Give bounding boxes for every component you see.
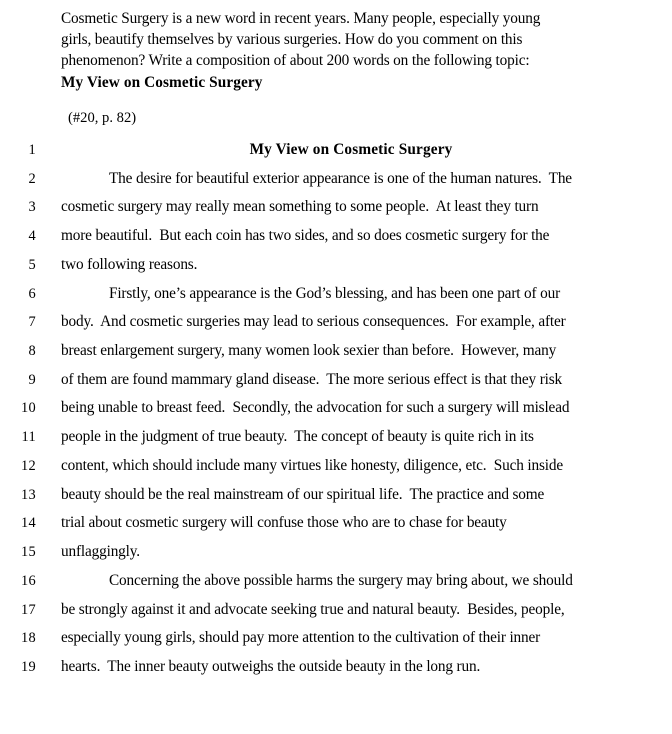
essay-line-text: unflaggingly.	[61, 543, 140, 561]
line-number: 1	[28, 142, 36, 158]
essay-line-text: being unable to breast feed. Secondly, the advocation for such a surgery will mislead	[61, 399, 570, 417]
essay-line-text: more beautiful. But each coin has two sides, and so does cosmetic surgery for the	[61, 227, 550, 245]
doc-line	[0, 569, 672, 598]
line-number: 9	[28, 371, 36, 388]
doc-line	[0, 310, 672, 339]
essay-line-text: of them are found mammary gland disease. The more serious effect is that they risk	[61, 370, 562, 388]
doc-line	[0, 598, 672, 627]
line-number: 7	[28, 314, 36, 331]
reference-citation: (#20, p. 82)	[68, 110, 137, 126]
line-number: 5	[28, 256, 36, 273]
prompt-line-2: girls, beautify themselves by various surgeries. How do you comment on this	[61, 31, 523, 49]
prompt-line-3: phenomenon? Write a composition of about 200 words on the following topic:	[61, 52, 530, 70]
doc-line	[0, 540, 672, 569]
line-number: 11	[21, 429, 36, 446]
doc-line	[0, 655, 672, 684]
essay-line-text: breast enlargement surgery, many women look sexier than before. However, many	[61, 342, 557, 360]
line-number: 15	[21, 544, 36, 561]
line-number: 2	[28, 170, 36, 187]
line-number: 16	[21, 572, 36, 589]
line-number: 18	[21, 630, 36, 647]
line-number: 19	[21, 658, 36, 675]
essay-line-text: be strongly against it and advocate seeking true and natural beauty. Besides, people,	[61, 600, 565, 618]
essay-title: My View on Cosmetic Surgery	[249, 141, 453, 158]
line-number: 8	[28, 343, 36, 360]
essay-line-text: beauty should be the real mainstream of our spiritual life. The practice and some	[61, 485, 545, 503]
essay-line-text: hearts. The inner beauty outweighs the outside beauty in the long run.	[61, 657, 481, 675]
line-number: 6	[28, 285, 36, 302]
doc-line	[0, 454, 672, 483]
prompt-topic-title: My View on Cosmetic Surgery	[61, 73, 263, 91]
prompt-header	[61, 8, 655, 93]
line-number: 10	[21, 400, 36, 417]
essay-line-text: especially young girls, should pay more attention to the cultivation of their inner	[61, 629, 541, 647]
doc-line	[0, 138, 672, 167]
essay-line-text: body. And cosmetic surgeries may lead to serious consequences. For example, after	[61, 313, 566, 331]
doc-line	[0, 195, 672, 224]
essay-line-text: Firstly, one’s appearance is the God’s blessing, and has been one part of our	[109, 284, 561, 302]
essay-line-text: cosmetic surgery may really mean something to some people. At least they turn	[61, 198, 539, 216]
line-number: 13	[21, 486, 36, 503]
doc-line	[0, 626, 672, 655]
doc-line	[0, 339, 672, 368]
doc-line	[0, 224, 672, 253]
doc-line	[0, 253, 672, 282]
line-number: 17	[21, 601, 36, 618]
numbered-essay-body	[0, 138, 672, 684]
doc-line	[0, 396, 672, 425]
doc-line	[0, 167, 672, 196]
essay-line-text: The desire for beautiful exterior appearance is one of the human natures. The	[109, 169, 572, 187]
doc-line	[0, 368, 672, 397]
doc-line	[0, 425, 672, 454]
prompt-line-1: Cosmetic Surgery is a new word in recent years. Many people, especially young	[61, 10, 541, 27]
line-number: 4	[28, 228, 36, 245]
essay-line-text: Concerning the above possible harms the surgery may bring about, we should	[109, 571, 573, 589]
line-number: 14	[21, 515, 36, 532]
line-number: 12	[21, 457, 36, 474]
doc-line	[0, 511, 672, 540]
essay-line-text: content, which should include many virtues like honesty, diligence, etc. Such inside	[61, 456, 563, 474]
essay-line-text: people in the judgment of true beauty. The concept of beauty is quite rich in its	[61, 428, 534, 446]
essay-line-text: two following reasons.	[61, 255, 198, 273]
line-number: 3	[28, 199, 36, 216]
essay-line-text: trial about cosmetic surgery will confuse those who are to chase for beauty	[61, 514, 507, 532]
doc-line	[0, 483, 672, 512]
doc-line	[0, 282, 672, 311]
